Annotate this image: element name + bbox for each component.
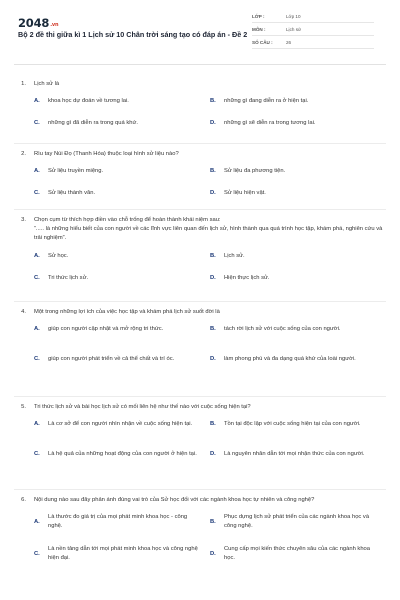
question-4 xyxy=(14,308,386,393)
meta-row-class xyxy=(252,10,374,23)
answer-a[interactable] xyxy=(34,513,198,530)
answer-letter: D. xyxy=(210,190,216,197)
answer-a[interactable] xyxy=(34,97,198,106)
answer-letter: C. xyxy=(34,190,40,197)
answer-text: Sử liệu truyền miệng. xyxy=(48,168,104,175)
answer-d[interactable] xyxy=(210,355,374,364)
answer-c[interactable] xyxy=(34,450,198,459)
answer-d[interactable] xyxy=(210,189,374,198)
question-6 xyxy=(14,496,386,583)
answer-letter: A. xyxy=(34,421,40,428)
answer-d[interactable] xyxy=(210,274,374,283)
question-number: 5. xyxy=(21,404,26,410)
document-title: Bộ 2 đề thi giữa kì 1 Lịch sử 10 Chân trời sáng tạo có đáp án - Đề 2 xyxy=(18,30,248,39)
answer-text: Hiện thực lịch sử. xyxy=(224,274,270,281)
question-text: Chọn cụm từ thích hợp điền vào chỗ trống để hoàn thành khái niệm sau: xyxy=(34,217,221,223)
answer-letter: D. xyxy=(210,120,216,127)
meta-label: SỐ CÂU : xyxy=(252,40,273,45)
answer-b[interactable] xyxy=(210,167,374,176)
answer-text: Lịch sử. xyxy=(224,252,245,259)
question-number: 4. xyxy=(21,309,26,315)
answer-b[interactable] xyxy=(210,325,374,334)
answer-text: Là hệ quả của những hoạt động của con người ở hiện tại. xyxy=(48,451,197,458)
meta-value: 26 xyxy=(286,40,292,45)
question-number: 6. xyxy=(21,497,26,503)
header-divider xyxy=(14,64,386,65)
answer-c[interactable] xyxy=(34,274,198,283)
answer-letter: D. xyxy=(210,356,216,363)
answer-text: những gì đã diễn ra trong quá khứ. xyxy=(48,120,138,127)
site-logo[interactable] xyxy=(18,16,58,30)
answer-c[interactable] xyxy=(34,545,198,562)
answer-c[interactable] xyxy=(34,355,198,364)
answer-text: làm phong phú và đa dạng quá khứ của loài người. xyxy=(224,356,356,363)
answer-text: giúp con người phát triển về cả thể chất và trí óc. xyxy=(48,356,175,363)
answer-letter: B. xyxy=(210,98,216,105)
answer-letter: B. xyxy=(210,421,216,428)
answer-a[interactable] xyxy=(34,325,198,334)
question-text: Rìu tay Núi Đọ (Thanh Hóa) thuộc loại hình sử liệu nào? xyxy=(34,151,179,157)
answer-c[interactable] xyxy=(34,119,198,128)
answer-d[interactable] xyxy=(210,450,374,459)
answer-text: những gì sẽ diễn ra trong tương lai. xyxy=(224,120,316,127)
question-number: 2. xyxy=(21,151,26,157)
answer-letter: B. xyxy=(210,518,216,525)
answer-text: Sử liệu hiện vật. xyxy=(224,190,266,197)
question-divider xyxy=(14,209,386,210)
answer-letter: B. xyxy=(210,252,216,259)
question-number: 1. xyxy=(21,81,26,87)
answer-letter: C. xyxy=(34,356,40,363)
question-text: Lịch sử là xyxy=(34,81,60,87)
question-3 xyxy=(14,216,386,288)
answer-letter: A. xyxy=(34,168,40,175)
answer-text: Phục dựng lịch sử phát triển của các ngành khoa học và công nghệ. xyxy=(224,514,370,529)
question-text: Một trong những lợi ích của việc học tập và khám phá lịch sử suốt đời là xyxy=(34,309,220,315)
answer-letter: A. xyxy=(34,252,40,259)
answer-a[interactable] xyxy=(34,167,198,176)
question-5 xyxy=(14,403,386,488)
answer-text: Tri thức lịch sử. xyxy=(48,274,89,281)
answer-c[interactable] xyxy=(34,189,198,198)
answer-letter: C. xyxy=(34,451,40,458)
meta-value[interactable]: Lớp 10 xyxy=(286,14,301,19)
meta-row-subject xyxy=(252,23,374,36)
answer-b[interactable] xyxy=(210,97,374,106)
logo-domain: .vn xyxy=(50,22,59,28)
meta-label: MÔN : xyxy=(252,27,266,32)
answer-d[interactable] xyxy=(210,119,374,128)
answer-text: Là thước đo giá trị của mọi phát minh khoa học - công nghệ. xyxy=(48,514,188,529)
answer-text: những gì đang diễn ra ở hiện tại. xyxy=(224,98,309,105)
question-divider xyxy=(14,301,386,302)
answer-letter: D. xyxy=(210,274,216,281)
answer-letter: C. xyxy=(34,550,40,557)
answer-b[interactable] xyxy=(210,513,374,530)
answer-letter: C. xyxy=(34,120,40,127)
answer-text: khoa học dự đoán về tương lai. xyxy=(48,98,129,105)
answer-letter: A. xyxy=(34,98,40,105)
question-divider xyxy=(14,143,386,144)
answer-text: Là cơ sở để con người nhìn nhận về cuộc sống hiện tại. xyxy=(48,421,193,428)
answer-text: Sử liệu đa phương tiện. xyxy=(224,168,286,175)
answer-text: Sử học. xyxy=(48,252,69,259)
document-meta xyxy=(252,10,374,49)
answer-text: Cung cấp mọi kiến thức chuyên sâu của các ngành khoa học. xyxy=(224,546,370,561)
answer-text: Sử liệu thành văn. xyxy=(48,190,96,197)
question-divider xyxy=(14,489,386,490)
answer-b[interactable] xyxy=(210,420,374,429)
question-text: Nội dung nào sau đây phản ánh đúng vai trò của Sử học đối với các ngành khoa học tự nhiên và công nghệ? xyxy=(34,497,315,503)
answer-a[interactable] xyxy=(34,420,198,429)
answer-text: Tồn tại độc lập với cuộc sống hiện tại của con người. xyxy=(224,421,361,428)
meta-label: LỚP : xyxy=(252,14,265,19)
answer-letter: C. xyxy=(34,274,40,281)
question-number: 3. xyxy=(21,217,26,223)
meta-row-count xyxy=(252,36,374,49)
answer-b[interactable] xyxy=(210,252,374,261)
answer-a[interactable] xyxy=(34,252,198,261)
answer-text: Là nền tảng dẫn tới mọi phát minh khoa học và công nghệ hiện đại. xyxy=(48,546,198,561)
meta-value[interactable]: Lịch sử xyxy=(286,27,302,32)
question-1 xyxy=(14,80,386,133)
answer-letter: A. xyxy=(34,518,40,525)
answer-text: giúp con người cập nhật và mở rộng tri thức. xyxy=(48,326,164,333)
answer-letter: D. xyxy=(210,550,216,557)
logo-text: 2048 xyxy=(18,16,50,30)
question-text: Tri thức lịch sử và bài học lịch sử có mối liên hệ như thế nào với cuộc sống hiện tại? xyxy=(34,404,251,410)
question-2 xyxy=(14,150,386,203)
answer-letter: A. xyxy=(34,326,40,333)
answer-letter: D. xyxy=(210,451,216,458)
answer-text: Là nguyên nhân dẫn tới mọi nhận thức của con người. xyxy=(224,451,365,458)
question-divider xyxy=(14,396,386,397)
question-quote: “..... là những hiểu biết của con người về các lĩnh vực liên quan đến lịch sử, hình thành qua quá trình học tập, khám phá, nghiên cứu và trải nghiệm”. xyxy=(34,226,383,242)
answer-d[interactable] xyxy=(210,545,374,562)
answer-letter: B. xyxy=(210,326,216,333)
answer-text: tách rời lịch sử với cuộc sống của con người. xyxy=(224,326,341,333)
answer-letter: B. xyxy=(210,168,216,175)
